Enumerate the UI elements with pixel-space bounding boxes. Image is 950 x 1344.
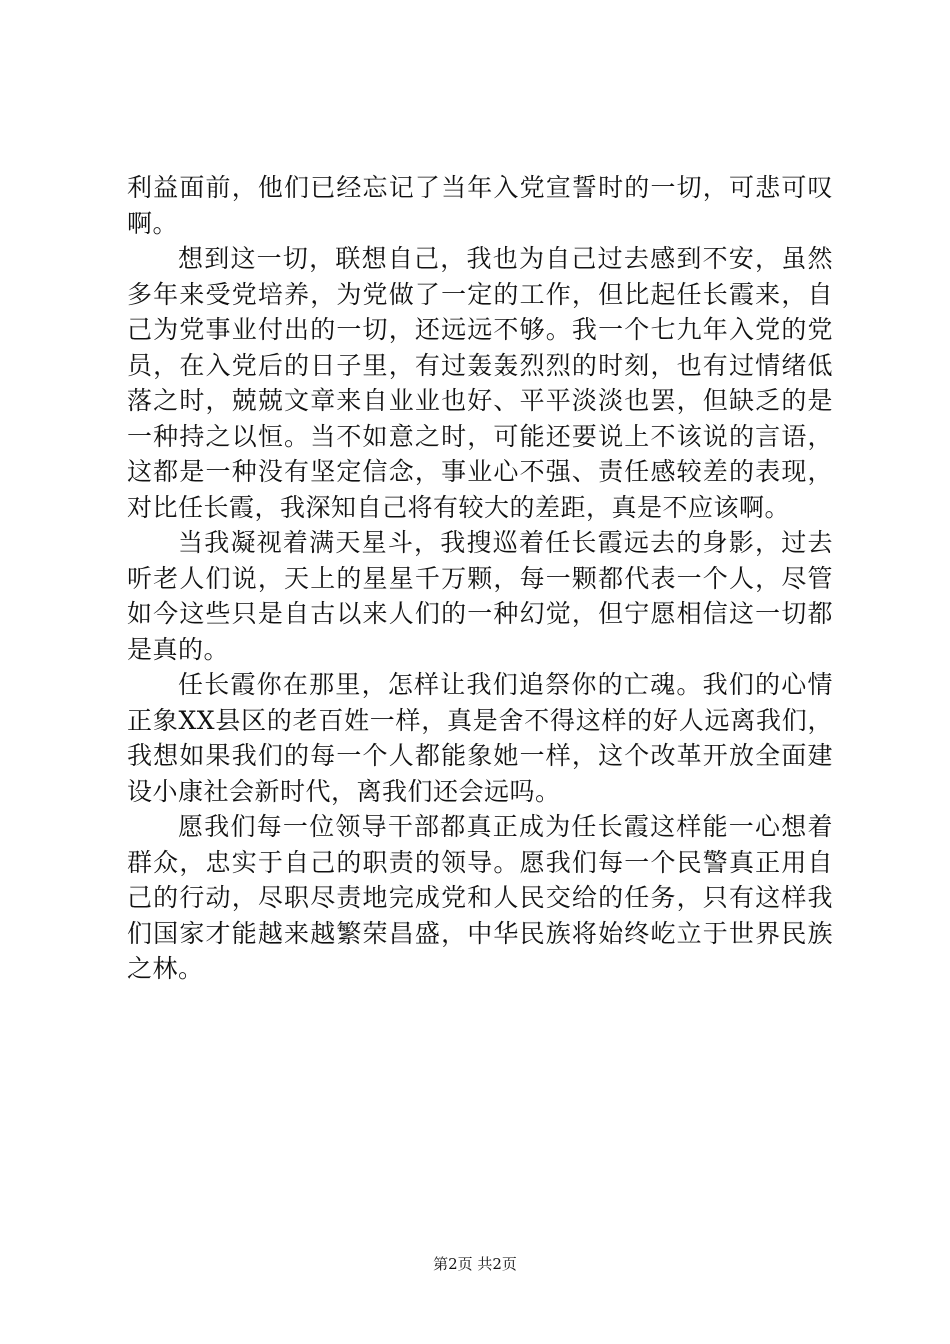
paragraph-wish: 愿我们每一位领导干部都真正成为任长霞这样能一心想着群众，忠实于自己的职责的领导。愿我们每一个民警真正用自己的行动，尽职尽责地完成党和人民交给的任务，只有这样我们国家才能越来越繁荣昌盛，中华民族将始终屹立于世界民族之林。 — [127, 812, 833, 983]
paragraph-stars: 当我凝视着满天星斗，我搜巡着任长霞远去的身影，过去听老人们说，天上的星星千万颗，每一颗都代表一个人，尽管如今这些只是自古以来人们的一种幻觉，但宁愿相信这一切都是真的。 — [127, 528, 833, 664]
page-number-footer: 第2页 共2页 — [433, 1255, 517, 1273]
paragraph-reflection: 想到这一切，联想自己，我也为自己过去感到不安，虽然多年来受党培养，为党做了一定的工作，但比起任长霞来，自己为党事业付出的一切，还远远不够。我一个七九年入党的党员，在入党后的日子里，有过轰轰烈烈的时刻，也有过情绪低落之时，兢兢文章来自业业也好、平平淡淡也罢，但缺乏的是一种持之以恒。当不如意之时，可能还要说上不该说的言语，这都是一种没有坚定信念，事业心不强、责任感较差的表现，对比任长霞，我深知自己将有较大的差距，真是不应该啊。 — [127, 244, 833, 522]
document-body — [127, 170, 833, 987]
paragraph-memorial: 任长霞你在那里，怎样让我们追祭你的亡魂。我们的心情正象XX县区的老百姓一样，真是舍不得这样的好人远离我们，我想如果我们的每一个人都能象她一样，这个改革开放全面建设小康社会新时代，离我们还会远吗。 — [127, 670, 833, 806]
paragraph-continuation: 利益面前，他们已经忘记了当年入党宣誓时的一切，可悲可叹啊。 — [127, 173, 833, 238]
